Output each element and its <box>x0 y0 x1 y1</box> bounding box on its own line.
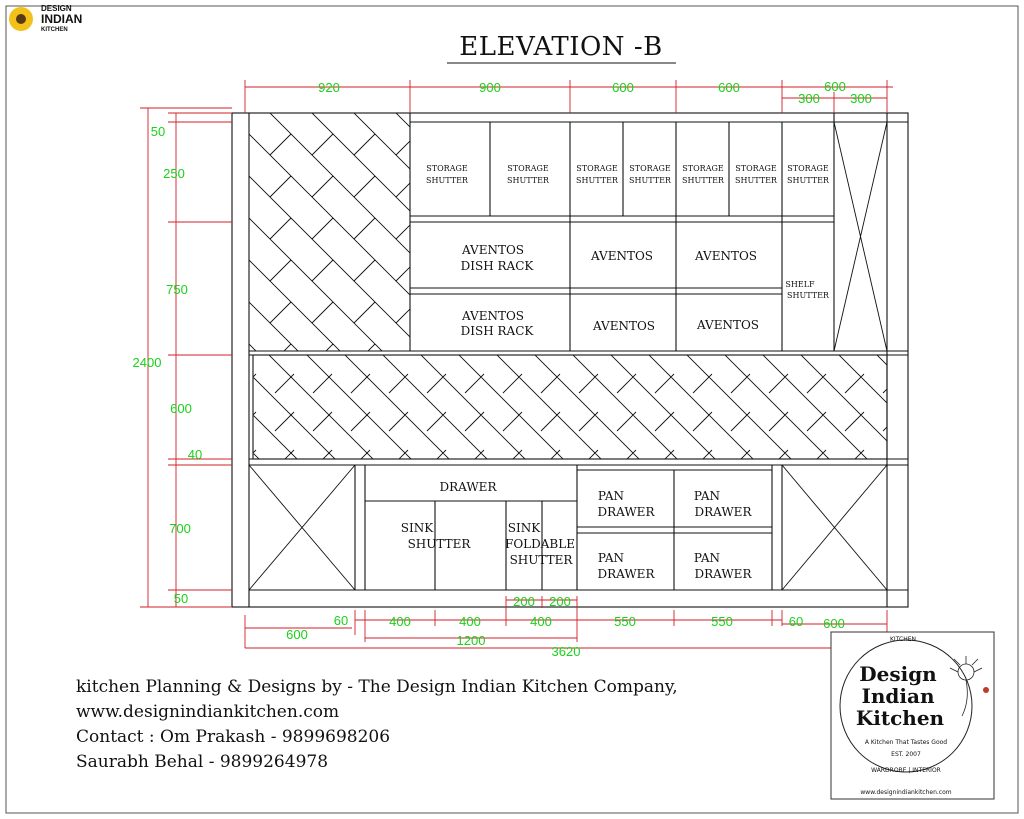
storage-shutter-label <box>507 164 550 185</box>
dim-bottom: 400 <box>459 614 481 629</box>
storage-shutter-label <box>787 164 830 185</box>
svg-text:DRAWER: DRAWER <box>597 505 655 519</box>
svg-text:AVENTOS: AVENTOS <box>461 243 525 257</box>
svg-text:STORAGE: STORAGE <box>629 164 671 173</box>
dim-top: 300 <box>850 91 872 106</box>
dim-top: 600 <box>718 80 740 95</box>
aventos-label: AVENTOS <box>590 249 654 263</box>
pan-drawer-label <box>598 551 656 581</box>
company-info <box>76 677 678 772</box>
corner-logo-line2: INDIAN <box>41 12 83 26</box>
logo-name: Indian <box>861 684 935 708</box>
cabinet-labels <box>401 164 830 581</box>
svg-text:DRAWER: DRAWER <box>694 505 752 519</box>
corner-logo-line1: DESIGN <box>41 4 72 13</box>
dim-bottom: 400 <box>389 614 411 629</box>
dim-left: 50 <box>173 591 189 606</box>
svg-text:SINK: SINK <box>507 521 541 535</box>
svg-text:STORAGE: STORAGE <box>576 164 618 173</box>
dim-top: 900 <box>479 80 501 95</box>
contact-line: Contact : Om Prakash - 9899698206 <box>76 727 391 747</box>
dim-bottom: 60 <box>788 614 804 629</box>
dim-bottom: 600 <box>286 627 308 642</box>
svg-text:DRAWER: DRAWER <box>694 567 752 581</box>
logo-est: EST. 2007 <box>891 751 921 758</box>
pan-drawer-label <box>694 489 753 519</box>
dim-bottom: 3620 <box>551 644 581 659</box>
svg-text:AVENTOS: AVENTOS <box>461 309 525 323</box>
dim-top: 600 <box>612 80 634 95</box>
dim-bottom: 200 <box>549 594 571 609</box>
svg-text:SHUTTER: SHUTTER <box>735 176 777 185</box>
svg-text:SINK: SINK <box>400 521 434 535</box>
svg-text:SHUTTER: SHUTTER <box>426 176 468 185</box>
logo-top-text: KITCHEN <box>890 636 916 643</box>
svg-text:SHUTTER: SHUTTER <box>629 176 671 185</box>
storage-shutter-label <box>426 164 469 185</box>
storage-shutter-label <box>629 164 672 185</box>
aventos-label: AVENTOS <box>592 319 656 333</box>
aventos-label: AVENTOS <box>694 249 758 263</box>
svg-text:STORAGE: STORAGE <box>735 164 777 173</box>
sink-foldable-shutter-label <box>505 521 575 567</box>
aventos-dish-rack-label <box>461 309 535 338</box>
svg-text:SHUTTER: SHUTTER <box>509 553 573 567</box>
svg-text:SHELF: SHELF <box>785 280 815 289</box>
svg-text:DRAWER: DRAWER <box>597 567 655 581</box>
svg-text:SHUTTER: SHUTTER <box>507 176 549 185</box>
dim-bottom: 550 <box>614 614 636 629</box>
logo-name: Kitchen <box>855 706 945 730</box>
dim-top: 600 <box>824 79 846 94</box>
pan-drawer-label <box>598 489 656 519</box>
svg-text:PAN: PAN <box>693 489 721 503</box>
svg-text:SHUTTER: SHUTTER <box>682 176 724 185</box>
logo-url: www.designindiankitchen.com <box>860 789 952 796</box>
dim-bottom: 60 <box>333 613 349 628</box>
aventos-label: AVENTOS <box>696 318 760 332</box>
dim-left: 50 <box>150 124 166 139</box>
dim-left: 250 <box>163 166 185 181</box>
storage-shutter-label <box>682 164 725 185</box>
storage-shutter-label <box>576 164 619 185</box>
dim-left: 700 <box>169 521 191 536</box>
dim-bottom: 400 <box>530 614 552 629</box>
svg-text:STORAGE: STORAGE <box>787 164 829 173</box>
sunflower-icon <box>9 7 33 31</box>
logo-services: WARDROBE | INTERIOR <box>871 767 941 774</box>
svg-text:SHUTTER: SHUTTER <box>407 537 471 551</box>
aventos-dish-rack-label <box>461 243 535 273</box>
logo-name: Design <box>859 662 937 686</box>
contact-line: Saurabh Behal - 9899264978 <box>76 752 329 772</box>
dim-left: 2400 <box>132 355 162 370</box>
svg-text:SHUTTER: SHUTTER <box>576 176 618 185</box>
svg-text:SHUTTER: SHUTTER <box>787 176 829 185</box>
dim-bottom: 550 <box>711 614 733 629</box>
pan-drawer-label <box>694 551 753 581</box>
shelf-shutter-label <box>785 280 830 300</box>
svg-text:DISH RACK: DISH RACK <box>460 324 534 338</box>
dim-left: 750 <box>166 282 188 297</box>
dim-bottom: 1200 <box>456 633 486 648</box>
company-line: kitchen Planning & Designs by - The Design Indian Kitchen Company, <box>76 677 678 697</box>
website-line: www.designindiankitchen.com <box>76 702 340 722</box>
dim-top: 300 <box>798 91 820 106</box>
svg-text:PAN: PAN <box>597 551 625 565</box>
svg-text:STORAGE: STORAGE <box>426 164 468 173</box>
svg-text:STORAGE: STORAGE <box>682 164 724 173</box>
dim-top: 920 <box>318 80 340 95</box>
dim-left: 40 <box>187 447 203 462</box>
logo-tagline: A Kitchen That Tastes Good <box>864 739 948 746</box>
page-title: ELEVATION -B <box>459 32 663 62</box>
svg-text:PAN: PAN <box>597 489 625 503</box>
svg-text:SHUTTER: SHUTTER <box>787 291 829 300</box>
blind-panel-crosses <box>249 122 887 590</box>
dim-bottom: 600 <box>823 616 845 631</box>
svg-text:FOLDABLE: FOLDABLE <box>505 537 575 551</box>
svg-text:DISH RACK: DISH RACK <box>460 259 534 273</box>
dim-bottom: 200 <box>513 594 535 609</box>
drawer-label: DRAWER <box>439 480 497 494</box>
corner-logo-line3: KITCHEN <box>41 27 68 33</box>
corner-logo <box>9 4 82 33</box>
dim-left: 600 <box>170 401 192 416</box>
brand-logo <box>831 632 994 799</box>
sink-shutter-label <box>401 521 472 551</box>
svg-text:STORAGE: STORAGE <box>507 164 549 173</box>
storage-shutter-label <box>735 164 778 185</box>
svg-text:PAN: PAN <box>693 551 721 565</box>
